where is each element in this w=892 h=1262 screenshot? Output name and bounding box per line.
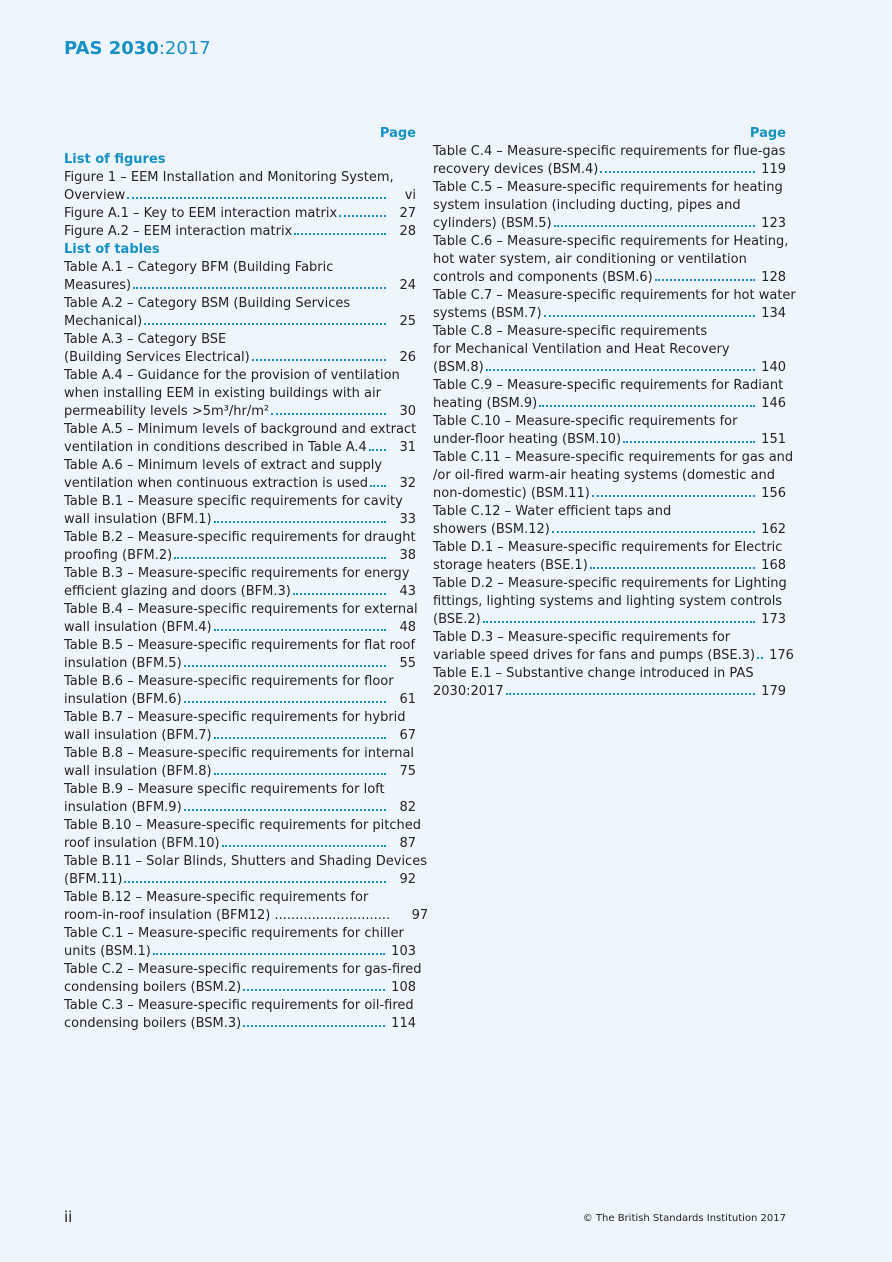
toc-entry-title: showers (BSM.12) — [433, 522, 550, 537]
toc-page-number: 162 — [761, 522, 786, 537]
toc-section-heading: List of figures — [64, 152, 166, 167]
toc-entry[interactable] — [64, 205, 416, 223]
dot-leader — [293, 593, 386, 595]
toc-entry-title: systems (BSM.7) — [433, 306, 542, 321]
toc-entry-title: (BSE.2) — [433, 612, 481, 627]
toc-entry-title: heating (BSM.9) — [433, 396, 538, 411]
toc-entry-title: (Building Services Electrical) — [64, 350, 250, 365]
page-column-heading: Page — [749, 126, 786, 141]
toc-entry[interactable] — [433, 539, 786, 575]
toc-entry[interactable] — [433, 413, 786, 449]
toc-entry-line: Table C.1 – Measure-specific requirements for chiller — [64, 926, 404, 941]
toc-entry[interactable] — [64, 421, 416, 457]
toc-entry-line: Table C.4 – Measure-specific requirements for flue-gas — [433, 144, 786, 159]
toc-page-number: 156 — [761, 486, 786, 501]
toc-entry-line: Table B.1 – Measure specific requirements for cavity — [64, 494, 403, 509]
dot-leader — [153, 953, 385, 955]
dot-leader — [590, 567, 755, 569]
toc-entry-title: wall insulation (BFM.8) — [64, 764, 212, 779]
toc-page-number: 25 — [399, 314, 416, 329]
toc-right-column — [433, 125, 796, 701]
toc-entry-line: Table B.4 – Measure-specific requirements for external — [64, 602, 418, 617]
toc-entry-line: Table C.10 – Measure-specific requirements for — [433, 414, 738, 429]
toc-entry[interactable] — [64, 169, 416, 205]
dot-leader — [214, 773, 386, 775]
toc-entry-line: Table C.2 – Measure-specific requirements for gas-fired — [64, 962, 422, 977]
toc-page-number: 97 — [411, 908, 429, 923]
toc-entry-line: Table B.9 – Measure specific requirements for loft — [64, 782, 385, 797]
toc-entry[interactable] — [433, 575, 786, 629]
toc-page-number: 128 — [761, 270, 786, 285]
dot-leader — [544, 315, 756, 317]
toc-entry-line: Table E.1 – Substantive change introduced in PAS — [433, 666, 754, 681]
toc-entry-line: hot water system, air conditioning or ventilation — [433, 252, 747, 267]
dot-leader — [370, 485, 386, 487]
toc-entry-title: (BFM.11) — [64, 872, 123, 887]
toc-entry[interactable] — [64, 925, 416, 961]
toc-entry[interactable] — [64, 961, 422, 997]
toc-entry-line: when installing EEM in existing buildings with air — [64, 386, 381, 401]
dot-leader — [552, 531, 755, 533]
toc-entry-line: Table A.5 – Minimum levels of background and extract — [64, 422, 417, 437]
toc-entry-title: insulation (BFM.9) — [64, 800, 182, 815]
toc-page-number: vi — [404, 188, 416, 203]
toc-entry[interactable] — [433, 629, 794, 665]
dot-leader — [252, 359, 386, 361]
toc-page-number: 146 — [761, 396, 786, 411]
toc-page-number: 151 — [761, 432, 786, 447]
toc-entry-line: Table C.11 – Measure-specific requirements for gas and — [433, 450, 794, 465]
toc-entry[interactable] — [64, 331, 416, 367]
toc-entry-title: ventilation when continuous extraction is used — [64, 476, 368, 491]
toc-entry-title: under-floor heating (BSM.10) — [433, 432, 622, 447]
toc-entry-line: Figure 1 – EEM Installation and Monitoring System, — [64, 170, 394, 185]
toc-entry-line: fittings, lighting systems and lighting system controls — [433, 594, 783, 609]
toc-entry-title: (BSM.8) — [433, 360, 484, 375]
toc-entry-title: permeability levels >5m³/hr/m² — [64, 404, 270, 419]
toc-page-number: 33 — [399, 512, 416, 527]
toc-entry-title: room-in-roof insulation (BFM12) ............................ — [64, 908, 391, 923]
toc-page-number: 123 — [761, 216, 786, 231]
dot-leader — [623, 441, 755, 443]
toc-entry[interactable] — [433, 665, 786, 701]
toc-page-number: 30 — [399, 404, 416, 419]
toc-entry-line: Table C.6 – Measure-specific requirements for Heating, — [433, 234, 789, 249]
toc-entry-title: non-domestic) (BSM.11) — [433, 486, 590, 501]
toc-entry-title: variable speed drives for fans and pumps (BSE.3) — [433, 648, 756, 663]
toc-entry[interactable] — [64, 367, 416, 421]
toc-entry-title: roof insulation (BFM.10) — [64, 836, 220, 851]
dot-leader — [369, 449, 386, 451]
toc-entry[interactable] — [64, 565, 416, 601]
toc-page-number: 27 — [399, 206, 416, 221]
toc-entry[interactable] — [64, 223, 416, 241]
dot-leader — [243, 1025, 385, 1027]
toc-entry[interactable] — [64, 457, 416, 493]
toc-page-number: 31 — [399, 440, 416, 455]
toc-entry-title: condensing boilers (BSM.3) — [64, 1016, 242, 1031]
toc-entry-title: Measures) — [64, 278, 132, 293]
toc-page-number: 176 — [769, 648, 794, 663]
toc-entry[interactable] — [64, 259, 416, 295]
dot-leader — [592, 495, 755, 497]
dot-leader — [294, 233, 386, 235]
toc-page-number: 75 — [399, 764, 416, 779]
toc-entry-title: condensing boilers (BSM.2) — [64, 980, 242, 995]
toc-page-number: 55 — [399, 656, 416, 671]
toc-entry-title: Mechanical) — [64, 314, 143, 329]
toc-page-number: 82 — [399, 800, 416, 815]
toc-page-number: 87 — [399, 836, 416, 851]
toc-page-number: 114 — [391, 1016, 416, 1031]
toc-entry[interactable] — [433, 233, 789, 287]
toc-page-number: 134 — [761, 306, 786, 321]
toc-entry[interactable] — [64, 673, 416, 709]
toc-page-number: 103 — [391, 944, 416, 959]
toc-entry-title: ventilation in conditions described in Table A.4 — [64, 440, 367, 455]
toc-entry[interactable] — [433, 323, 786, 377]
toc-entry-line: Table A.4 – Guidance for the provision of ventilation — [64, 368, 400, 383]
toc-entry-line: Table B.5 – Measure-specific requirements for flat roof — [64, 638, 416, 653]
dot-leader — [757, 657, 763, 659]
dot-leader — [222, 845, 386, 847]
toc-entry-line: Table D.2 – Measure-specific requirements for Lighting — [433, 576, 787, 591]
toc-entry[interactable] — [433, 377, 786, 413]
toc-entry-title: units (BSM.1) — [64, 944, 151, 959]
copyright-notice: © The British Standards Institution 2017 — [582, 1213, 786, 1224]
toc-entry-title: wall insulation (BFM.4) — [64, 620, 212, 635]
toc-entry-line: Table C.9 – Measure-specific requirements for Radiant — [433, 378, 784, 393]
toc-entry[interactable] — [64, 997, 416, 1033]
toc-entry-line: Table B.10 – Measure-specific requirements for pitched — [64, 818, 422, 833]
toc-entry[interactable] — [64, 493, 416, 529]
toc-entry[interactable] — [64, 781, 416, 817]
toc-entry[interactable] — [64, 817, 422, 853]
dot-leader — [133, 287, 386, 289]
toc-entry-line: Table B.12 – Measure-specific requirements for — [64, 890, 369, 905]
toc-entry-title: Overview — [64, 188, 126, 203]
toc-entry-line: Table B.8 – Measure-specific requirements for internal — [64, 746, 415, 761]
toc-entry-title: insulation (BFM.6) — [64, 692, 182, 707]
dot-leader — [184, 809, 386, 811]
toc-entry-title: insulation (BFM.5) — [64, 656, 182, 671]
dot-leader — [483, 621, 755, 623]
toc-entry-line: Table B.7 – Measure-specific requirements for hybrid — [64, 710, 406, 725]
toc-left-column — [64, 125, 429, 1033]
toc-page-number: 32 — [399, 476, 416, 491]
dot-leader — [144, 323, 386, 325]
toc-entry[interactable] — [64, 853, 427, 889]
toc-entry-title: recovery devices (BSM.4) — [433, 162, 599, 177]
dot-leader — [506, 693, 756, 695]
toc-page-number: 26 — [399, 350, 416, 365]
toc-page-number: 61 — [399, 692, 416, 707]
dot-leader — [600, 171, 755, 173]
toc-entry-title: proofing (BFM.2) — [64, 548, 173, 563]
toc-page-number: 24 — [399, 278, 416, 293]
toc-entry-line: /or oil-fired warm-air heating systems (domestic and — [433, 468, 776, 483]
toc-entry-line: for Mechanical Ventilation and Heat Recovery — [433, 342, 730, 357]
toc-entry[interactable] — [64, 889, 429, 925]
toc-entry-title: controls and components (BSM.6) — [433, 270, 653, 285]
toc-page-number: 119 — [761, 162, 786, 177]
toc-page-number: 108 — [391, 980, 416, 995]
toc-entry-title: wall insulation (BFM.1) — [64, 512, 212, 527]
toc-entry[interactable] — [64, 637, 416, 673]
toc-page-number: 38 — [399, 548, 416, 563]
toc-page-number: 173 — [761, 612, 786, 627]
toc-page-number: 28 — [399, 224, 416, 239]
dot-leader — [214, 629, 386, 631]
toc-entry-title: 2030:2017 — [433, 684, 504, 699]
toc-entry-line: Table B.2 – Measure-specific requirements for draught — [64, 530, 416, 545]
toc-entry[interactable] — [433, 179, 786, 233]
toc-entry-title: cylinders) (BSM.5) — [433, 216, 552, 231]
toc-entry-line: Table B.11 – Solar Blinds, Shutters and Shading Devices — [64, 854, 427, 869]
toc-entry[interactable] — [433, 143, 786, 179]
toc-entry-line: Table A.1 – Category BFM (Building Fabric — [64, 260, 334, 275]
toc-section-heading: List of tables — [64, 242, 160, 257]
dot-leader — [554, 225, 756, 227]
toc-page-number: 140 — [761, 360, 786, 375]
toc-entry-line: Table A.6 – Minimum levels of extract and supply — [64, 458, 383, 473]
dot-leader — [655, 279, 755, 281]
dot-leader — [124, 881, 386, 883]
toc-entry-title: Figure A.2 – EEM interaction matrix — [64, 224, 293, 239]
dot-leader — [174, 557, 386, 559]
dot-leader — [214, 737, 386, 739]
toc-entry-line: Table D.1 – Measure-specific requirements for Electric — [433, 540, 783, 555]
toc-entry-line: Table B.3 – Measure-specific requirements for energy — [64, 566, 410, 581]
toc-page-number: 179 — [761, 684, 786, 699]
toc-entry-title: efficient glazing and doors (BFM.3) — [64, 584, 291, 599]
dot-leader — [243, 989, 385, 991]
toc-entry-line: Table A.3 – Category BSE — [64, 332, 227, 347]
toc-entry-line: system insulation (including ducting, pipes and — [433, 198, 741, 213]
dot-leader — [127, 197, 386, 199]
toc-entry[interactable] — [64, 529, 416, 565]
toc-entry[interactable] — [64, 601, 416, 637]
toc-page-number: 92 — [399, 872, 416, 887]
toc-page-number: 67 — [399, 728, 416, 743]
dot-leader — [486, 369, 755, 371]
toc-entry-line: Table C.12 – Water efficient taps and — [433, 504, 672, 519]
toc-entry-title: storage heaters (BSE.1) — [433, 558, 588, 573]
dot-leader — [271, 413, 386, 415]
toc-entry-title: Figure A.1 – Key to EEM interaction matrix — [64, 206, 338, 221]
toc-entry[interactable] — [64, 709, 416, 745]
page-column-heading: Page — [379, 126, 416, 141]
toc-page-number: 48 — [399, 620, 416, 635]
toc-entry[interactable] — [433, 287, 796, 323]
dot-leader — [539, 405, 755, 407]
dot-leader — [184, 665, 386, 667]
toc-entry-line: Table C.3 – Measure-specific requirements for oil-fired — [64, 998, 414, 1013]
toc-page-number: 43 — [399, 584, 416, 599]
toc-entry-line: Table C.7 – Measure-specific requirements for hot water — [433, 288, 796, 303]
page-number: ii — [64, 1208, 73, 1226]
toc-page-number: 168 — [761, 558, 786, 573]
toc-entry-line: Table C.8 – Measure-specific requirements — [433, 324, 708, 339]
toc-entry[interactable] — [64, 295, 416, 331]
toc-entry-line: Table B.6 – Measure-specific requirements for floor — [64, 674, 394, 689]
toc-entry[interactable] — [433, 449, 794, 503]
toc-entry[interactable] — [433, 503, 786, 539]
toc-entry[interactable] — [64, 745, 416, 781]
toc-entry-line: Table C.5 – Measure-specific requirements for heating — [433, 180, 783, 195]
dot-leader — [339, 215, 386, 217]
toc-entry-title: wall insulation (BFM.7) — [64, 728, 212, 743]
dot-leader — [392, 917, 398, 919]
dot-leader — [184, 701, 386, 703]
toc-entry-line: Table D.3 – Measure-specific requirements for — [433, 630, 731, 645]
toc-entry-line: Table A.2 – Category BSM (Building Services — [64, 296, 351, 311]
dot-leader — [214, 521, 386, 523]
document-title: PAS 2030:2017 — [64, 38, 211, 59]
